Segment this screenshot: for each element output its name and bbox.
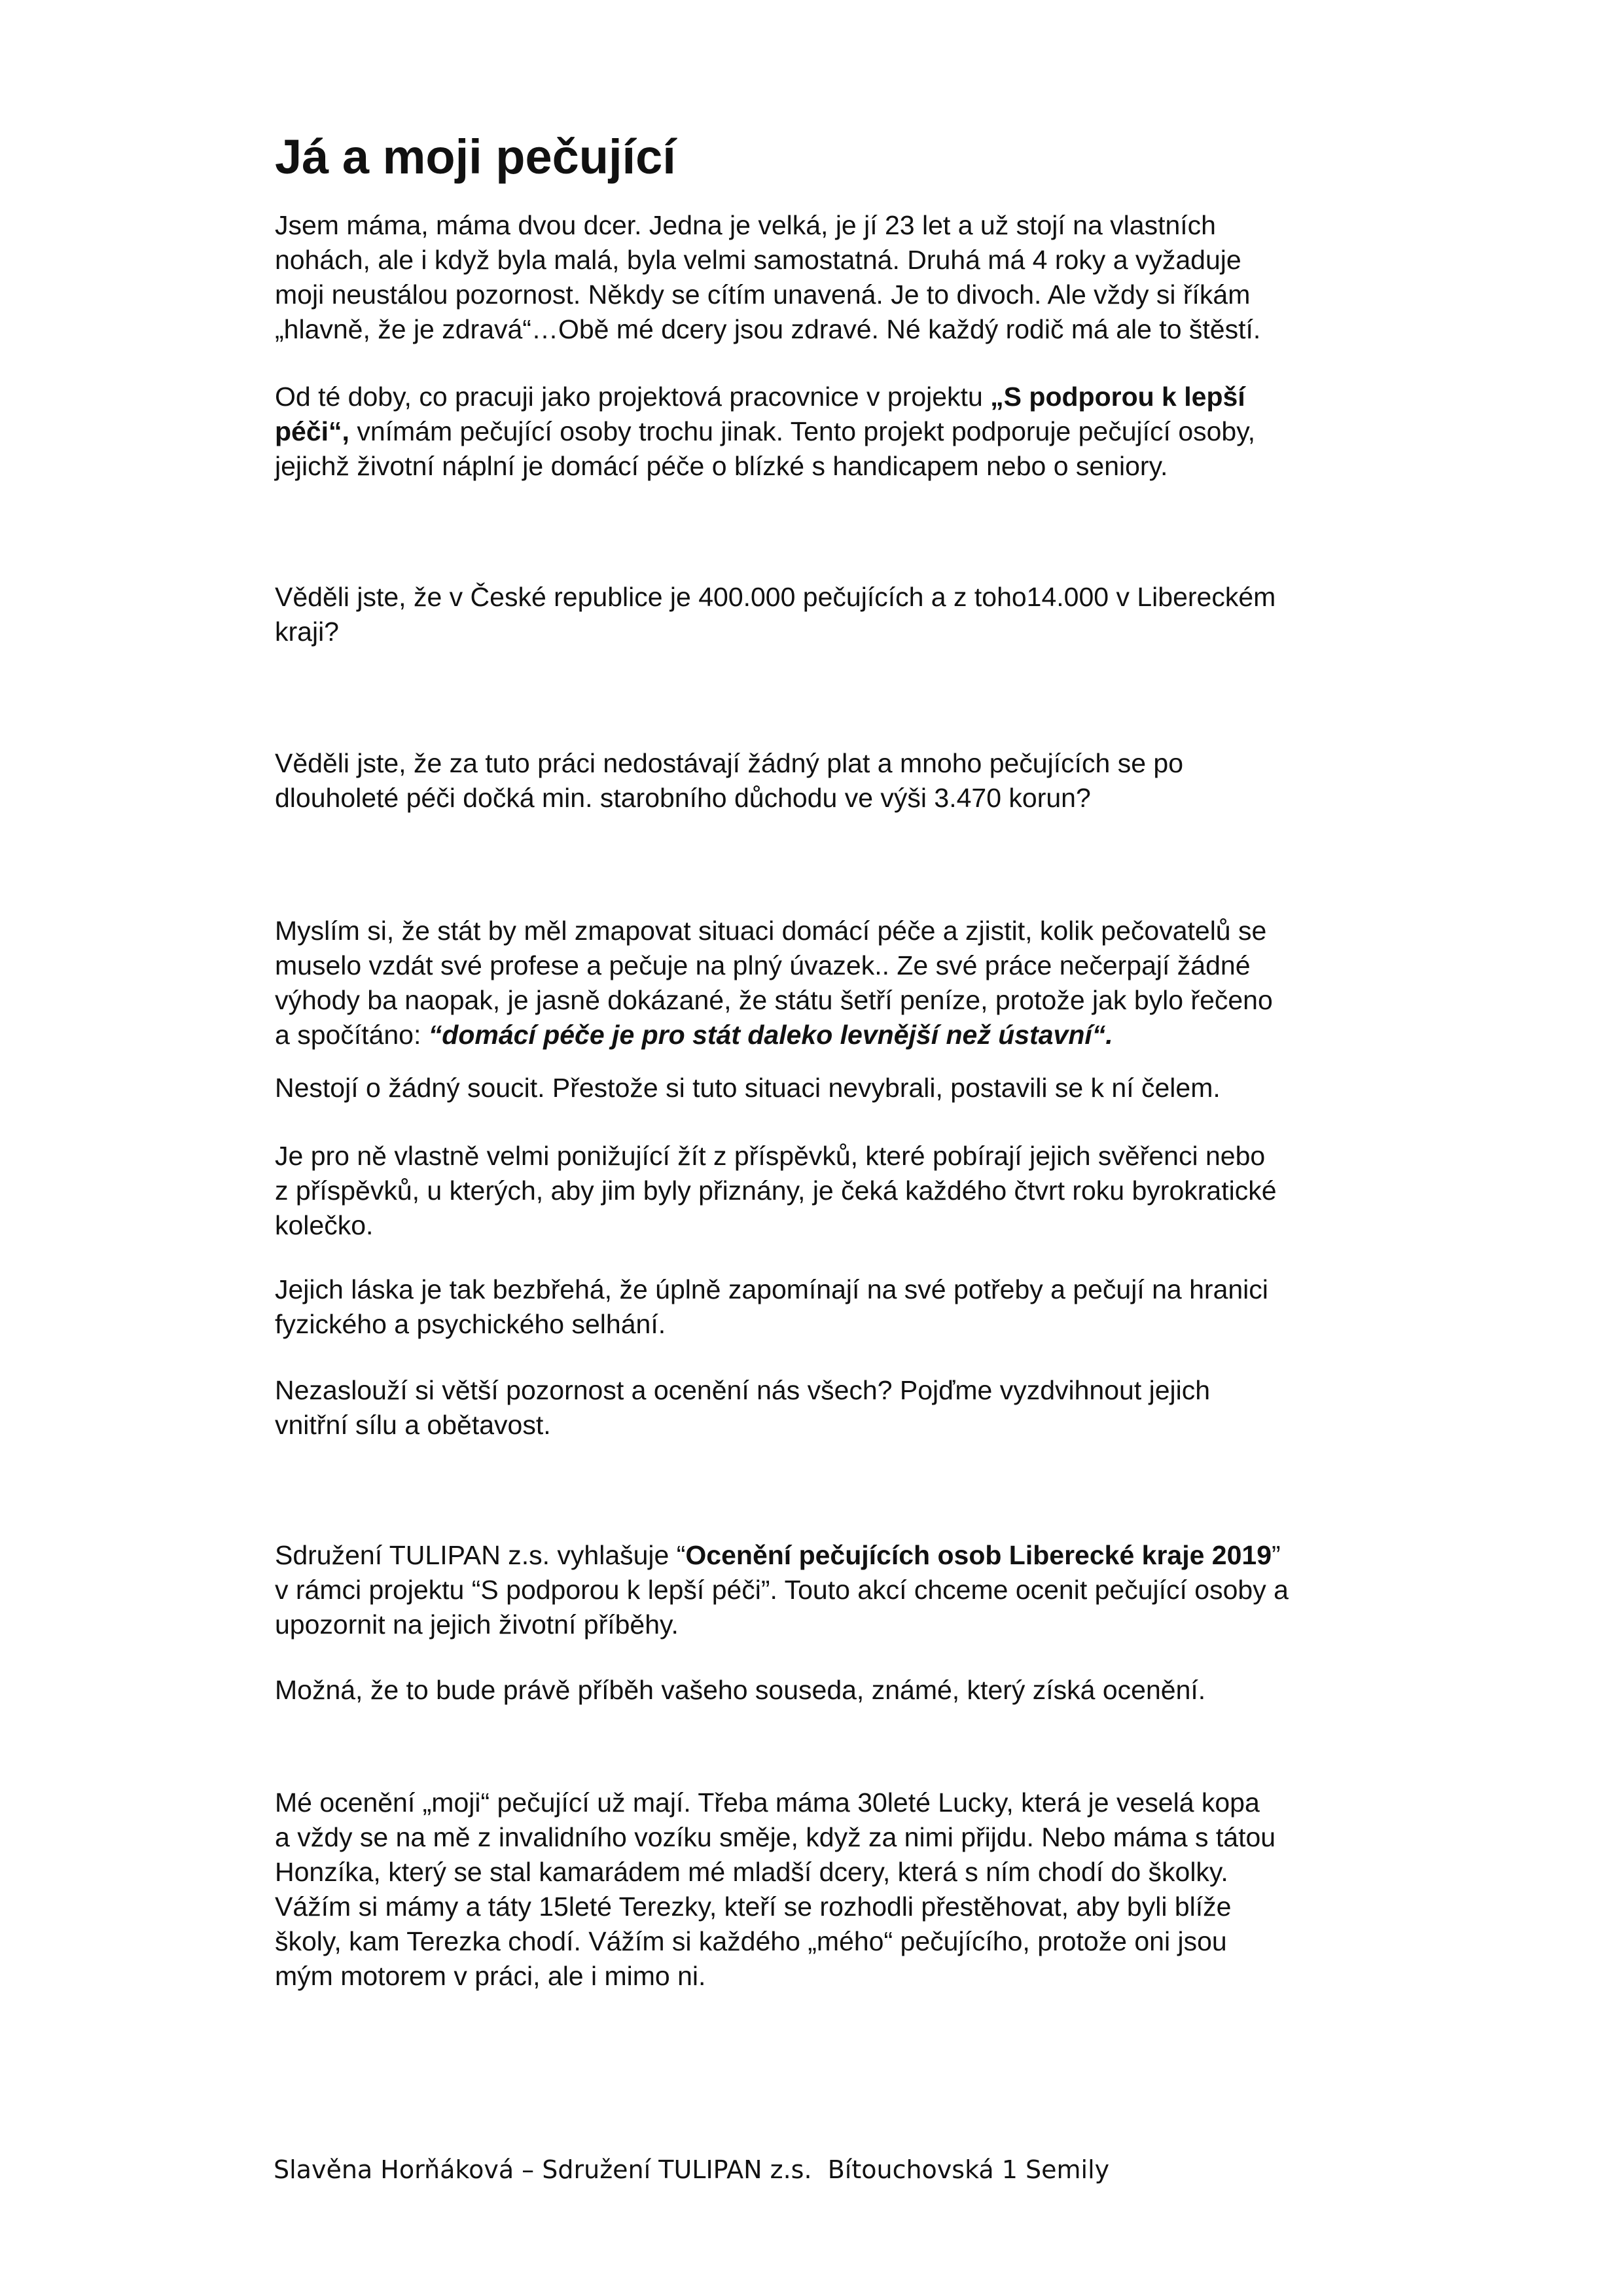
page-footer: Slavěna Horňáková – Sdružení TULIPAN z.s. Bítouchovská 1 Semily: [274, 2155, 1110, 2184]
paragraph-project: Od té doby, co pracuji jako projektová pracovnice v projektu „S podporou k lepší péči“, vnímám pečující osoby trochu jinak. Tento projekt podporuje pečující osoby, jejichž životní náplní je domácí péče o blízké s handicapem nebo o seniory.: [275, 382, 1256, 481]
quote-bold-italic: “domácí péče je pro stát daleko levnější než ústavní“.: [428, 1020, 1113, 1050]
paragraph-contributions: Je pro ně vlastně velmi ponižující žít z příspěvků, které pobírají jejich svěřenci nebo z příspěvků, u kterých, aby jim byly přiznány, je čeká každého čtvrt roku byrokratické kolečko.: [275, 1141, 1277, 1240]
paragraph-state: Myslím si, že stát by měl zmapovat situaci domácí péče a zjistit, kolik pečovatelů se muselo vzdát své profese a pečuje na plný úvazek.. Ze své práce nečerpají žádné výhody ba naopak, je jasně dokázané, že státu šetří peníze, protože jak bylo řečeno a spočítáno: “domácí péče je pro stát daleko levnější než ústavní“.: [275, 916, 1273, 1050]
paragraph-my-carers: Mé ocenění „moji“ pečující už mají. Třeba máma 30leté Lucky, která je veselá kopa a vždy se na mě z invalidního vozíku směje, když za nimi přijdu. Nebo máma s tátou Honzíka, který se stal kamarádem mé mladší dcery, která s ním chodí do školky. Vážím si mámy a táty 15leté Terezky, kteří se rozhodli přestěhovat, aby byli blíže školy, kam Terezka chodí. Vážím si každého „mého“ pečujícího, protože oni jsou mým motorem v práci, ale i mimo ni.: [275, 1787, 1276, 1991]
paragraph-neighbor: Možná, že to bude právě příběh vašeho souseda, známé, který získá ocenění.: [275, 1675, 1206, 1705]
paragraph-statistics: Věděli jste, že v České republice je 400.000 pečujících a z toho14.000 v Libereckém kraji?: [275, 582, 1276, 647]
paragraph-intro: Jsem máma, máma dvou dcer. Jedna je velká, je jí 23 let a už stojí na vlastních nohách, ale i když byla malá, byla velmi samostatná. Druhá má 4 roky a vyžaduje moji neustálou pozornost. Někdy se cítím unavená. Je to divoch. Ale vždy si říkám „hlavně, že je zdravá“…Obě mé dcery jsou zdravé. Né každý rodič má ale to štěstí.: [275, 210, 1261, 344]
paragraph-appreciation: Nezaslouží si větší pozornost a ocenění nás všech? Pojďme vyzdvihnout jejich vnitřní sílu a obětavost.: [275, 1375, 1211, 1440]
page-title: Já a moji pečující: [275, 130, 676, 184]
paragraph-pension: Věděli jste, že za tuto práci nedostávají žádný plat a mnoho pečujících se po dlouholeté péči dočká min. starobního důchodu ve výši 3.470 korun?: [275, 748, 1183, 813]
paragraph-award: Sdružení TULIPAN z.s. vyhlašuje “Ocenění pečujících osob Liberecké kraje 2019” v rámci projektu “S podporou k lepší péči”. Touto akcí chceme ocenit pečující osoby a upozornit na jejich životní příběhy.: [275, 1540, 1289, 1640]
project-name-bold: „S podporou k lepší: [990, 382, 1245, 412]
award-name-bold: Ocenění pečujících osob Liberecké kraje 2019: [685, 1540, 1272, 1570]
paragraph-love: Jejich láska je tak bezbřehá, že úplně zapomínají na své potřeby a pečují na hranici fyzického a psychického selhání.: [275, 1274, 1268, 1339]
paragraph-compassion: Nestojí o žádný soucit. Přestože si tuto situaci nevybrali, postavili se k ní čelem.: [275, 1073, 1221, 1103]
